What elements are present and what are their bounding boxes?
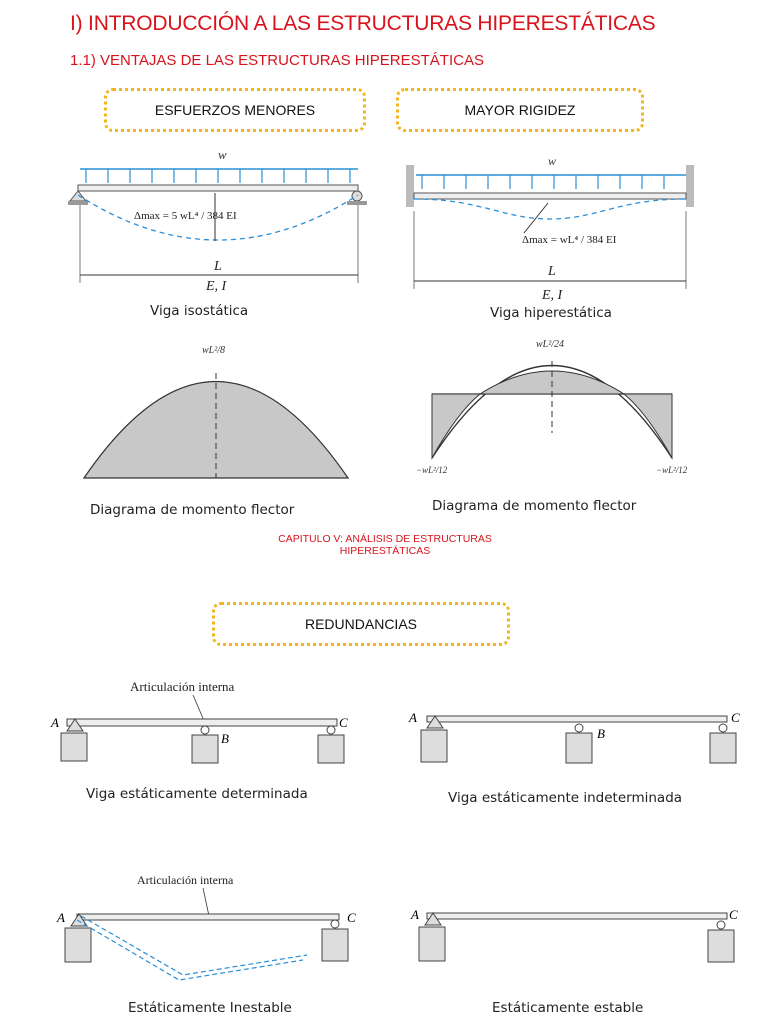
deflected-shape-fixed [414,199,686,219]
box-mayor-rigidez [396,88,644,132]
deflection-formula-fixed: Δmax = wL⁴ / 384 EI [522,234,617,246]
box-esfuerzos-menores-label: ESFUERZOS MENORES [154,102,316,118]
caption-viga-hiperestatica: Viga hiperestática [490,305,612,321]
node-c-4: C [729,907,738,922]
chapter-line-2: HIPERESTÁTICAS [339,545,431,557]
node-a-3: A [57,910,65,925]
right-roller-support [352,191,362,201]
right-fixed-wall [686,165,694,207]
moment-label-left: −wL²/12 [416,465,448,475]
box-redundancias-label: REDUNDANCIAS [304,616,417,632]
fixed-beam-figure [402,155,712,303]
props-label-right: E, I [542,288,563,303]
node-c-2: C [731,710,740,725]
load-label-right: w [548,154,557,168]
deflection-formula: Δmax = 5 wL⁴ / 384 EI [134,210,237,222]
node-a-4: A [411,907,419,922]
caption-viga-isostatica: Viga isostática [150,303,249,319]
node-c-1: C [339,715,348,730]
box-esfuerzos-menores [104,88,366,132]
moment-label-right: −wL²/12 [656,465,688,475]
node-a-1: A [51,715,59,730]
chapter-reference [240,533,530,557]
left-fixed-wall [406,165,414,207]
beam-determinate-figure [45,675,365,775]
box-mayor-rigidez-label: MAYOR RIGIDEZ [464,102,576,118]
moment-label-center: wL²/24 [536,339,565,350]
caption-viga-indeterminada: Viga estáticamente indeterminada [448,790,683,806]
span-label: L [214,259,222,274]
moment-diagram-isostatic [80,335,360,485]
page-title: I) INTRODUCCIÓN A LAS ESTRUCTURAS HIPERESTÁTICAS [70,12,656,35]
chapter-line-1: CAPITULO V: ANÁLISIS DE ESTRUCTURAS [278,533,492,545]
annotation-articulacion-2: Articulación interna [137,873,234,887]
box-redundancias [212,602,510,646]
section-subtitle: 1.1) VENTAJAS DE LAS ESTRUCTURAS HIPERESTÁTICAS [70,52,484,69]
node-b-1: B [221,731,229,746]
beam-indeterminate-figure [405,700,750,780]
simply-supported-beam-figure [60,145,380,295]
beam-unstable-figure [55,868,365,993]
beam-stable-figure [405,895,750,985]
props-label: E, I [206,279,227,294]
span-label-right: L [548,264,556,279]
load-label: w [218,147,227,162]
caption-inestable: Estáticamente Inestable [128,1000,292,1016]
collapse-mechanism [77,916,307,980]
caption-estable: Estáticamente estable [492,1000,644,1016]
moment-caption-left: Diagrama de momento flector [90,502,295,518]
caption-viga-determinada: Viga estáticamente determinada [86,786,308,802]
moment-label-isostatic: wL²/8 [202,345,226,356]
moment-caption-right: Diagrama de momento flector [432,498,637,514]
node-c-3: C [347,910,356,925]
left-pin-support [70,191,86,201]
moment-diagram-hyperstatic [412,333,702,493]
node-b-2: B [597,726,605,741]
annotation-articulacion-1: Articulación interna [130,679,235,694]
node-a-2: A [409,710,417,725]
